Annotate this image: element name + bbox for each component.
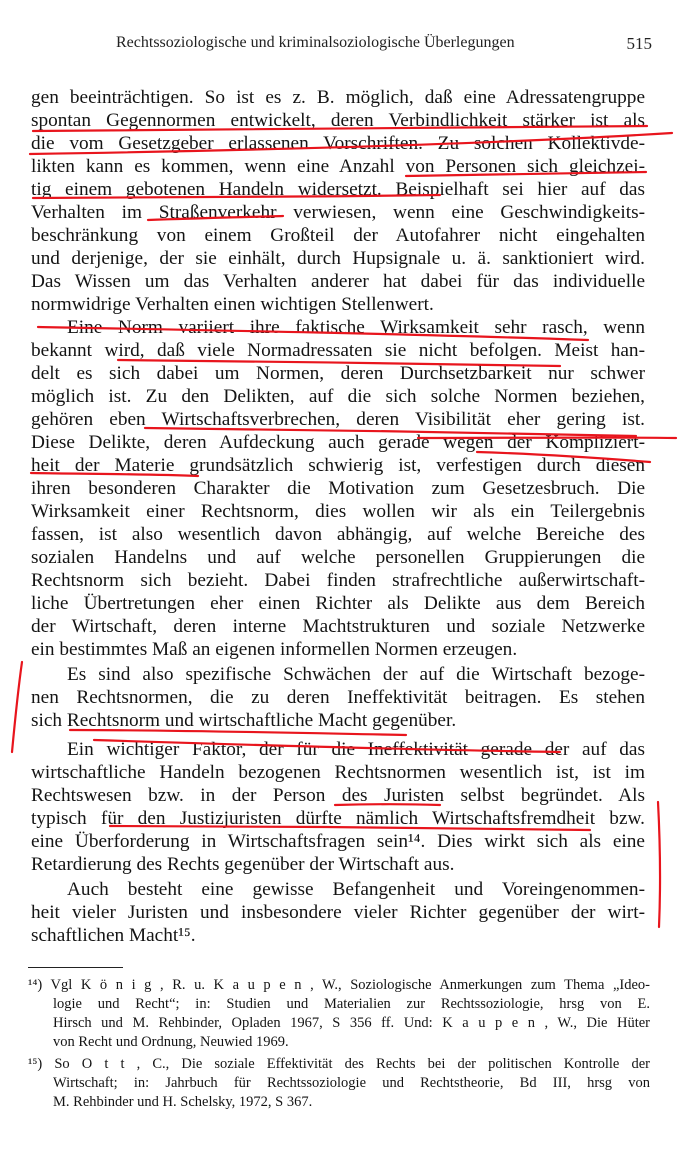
text-line: Das Wissen um das Verhalten anderer hat dabei für das individuelle [31, 271, 645, 292]
text-line: ihren besonderen Charakter die Motivation zum Gesetzesbruch. Die [31, 478, 645, 499]
text-line: Rechtsnorm sich bezieht. Dabei finden strafrechtliche außerwirtschaft- [31, 570, 645, 591]
page-number: 515 [626, 34, 652, 53]
text-line: der Wirtschaft, deren interne Machtstrukturen und soziale Netzwerke [31, 616, 645, 637]
text-line: gen beeinträchtigen. So ist es z. B. möglich, daß eine Adressatengruppe [31, 87, 645, 108]
running-header-title: Rechtssoziologische und kriminalsoziologische Überlegungen [116, 34, 515, 51]
footnote-line: Hirsch und M. Rehbinder, Opladen 1967, S 356 ff. Und: K a u p e n , W., Die Hüter [53, 1015, 650, 1031]
text-line: eine Überforderung in Wirtschaftsfragen sein¹⁴. Dies wirkt sich als eine [31, 831, 645, 852]
text-line: beschränkung von einem Großteil der Autofahrer nicht eingehalten [31, 225, 645, 246]
text-line: normwidrige Verhalten einen wichtigen Stellenwert. [31, 294, 434, 315]
text-line: likten kann es kommen, wenn eine Anzahl von Personen sich gleichzei- [31, 156, 645, 177]
text-line: Es sind also spezifische Schwächen der auf die Wirtschaft bezoge- [67, 664, 645, 685]
footnote-separator [28, 967, 123, 968]
text-line: gehören eben Wirtschaftsverbrechen, deren Visibilität eher gering ist. [31, 409, 645, 430]
text-line: Ein wichtiger Faktor, der für die Ineffektivität gerade der auf das [67, 739, 645, 760]
text-line: und derjenige, der sie einhält, durch Hupsignale u. ä. sanktioniert wird. [31, 248, 645, 269]
text-line: heit der Materie grundsätzlich schwierig ist, verfestigen durch diesen [31, 455, 645, 476]
text-line: Diese Delikte, deren Aufdeckung auch gerade wegen der Kompliziert- [31, 432, 645, 453]
footnote-line: M. Rehbinder und H. Schelsky, 1972, S 367. [53, 1094, 313, 1110]
text-line: tig einem gebotenen Handeln widersetzt. Beispielhaft sei hier auf das [31, 179, 645, 200]
footnote-line: ¹⁴) Vgl K ö n i g , R. u. K a u p e n , W., Soziologische Anmerkungen zum Thema „Ideo- [28, 977, 650, 993]
text-line: Rechtswesen bzw. in der Person des Juristen selbst begründet. Als [31, 785, 645, 806]
footnote-line: logie und Recht“; in: Studien und Materialien zur Rechtssoziologie, hrsg von E. [53, 996, 650, 1012]
text-line: nen Rechtsnormen, die zu deren Ineffektivität beitragen. Es stehen [31, 687, 645, 708]
footnote-line: ¹⁵) So O t t , C., Die soziale Effektivität des Rechts bei der politischen Kontrolle der [28, 1056, 650, 1072]
text-line: ein bestimmtes Maß an eigenen informellen Normen erzeugen. [31, 639, 518, 660]
text-line: Wirksamkeit einer Rechtsnorm, dies wollen wir als ein Teilergebnis [31, 501, 645, 522]
text-line: heit vieler Juristen und insbesondere vieler Richter gegenüber der wirt- [31, 902, 645, 923]
text-line: sich Rechtsnorm und wirtschaftliche Macht gegenüber. [31, 710, 457, 731]
text-line: die vom Gesetzgeber erlassenen Vorschriften. Zu solchen Kollektivde- [31, 133, 645, 154]
text-line: schaftlichen Macht¹⁵. [31, 925, 196, 946]
footnote-line: Wirtschaft; in: Jahrbuch für Rechtssoziologie und Rechtstheorie, Bd III, hrsg von [53, 1075, 650, 1091]
text-line: wirtschaftliche Handeln bezogenen Rechtsnormen wesentlich ist, ist im [31, 762, 645, 783]
margin-bar [12, 662, 22, 752]
running-header [116, 34, 652, 58]
text-line: Retardierung des Rechts gegenüber der Wirtschaft aus. [31, 854, 455, 875]
text-line: Verhalten im Straßenverkehr verwiesen, wenn eine Geschwindigkeits- [31, 202, 645, 223]
margin-bar [658, 802, 660, 927]
text-line: möglich ist. Zu den Delikten, auf die sich solche Normen beziehen, [31, 386, 645, 407]
text-line: spontan Gegennormen entwickelt, deren Verbindlichkeit stärker ist als [31, 110, 645, 131]
text-line: Auch besteht eine gewisse Befangenheit und Voreingenommen- [67, 879, 645, 900]
text-line: Eine Norm variiert ihre faktische Wirksamkeit sehr rasch, wenn [67, 317, 645, 338]
text-line: typisch für den Justizjuristen dürfte nämlich Wirtschaftsfremdheit bzw. [31, 808, 645, 829]
footnote-line: von Recht und Ordnung, Neuwied 1969. [53, 1034, 289, 1050]
text-line: liche Übertretungen eher einen Richter als Delikte aus dem Bereich [31, 593, 645, 614]
text-line: bekannt wird, daß viele Normadressaten sie nicht befolgen. Meist han- [31, 340, 645, 361]
text-line: sozialen Handelns und auf welche personellen Gruppierungen die [31, 547, 645, 568]
text-line: fassen, ist also wesentlich davon abhängig, auf welche Bereiche des [31, 524, 645, 545]
text-line: delt es sich dabei um Normen, deren Durchsetzbarkeit nur schwer [31, 363, 645, 384]
